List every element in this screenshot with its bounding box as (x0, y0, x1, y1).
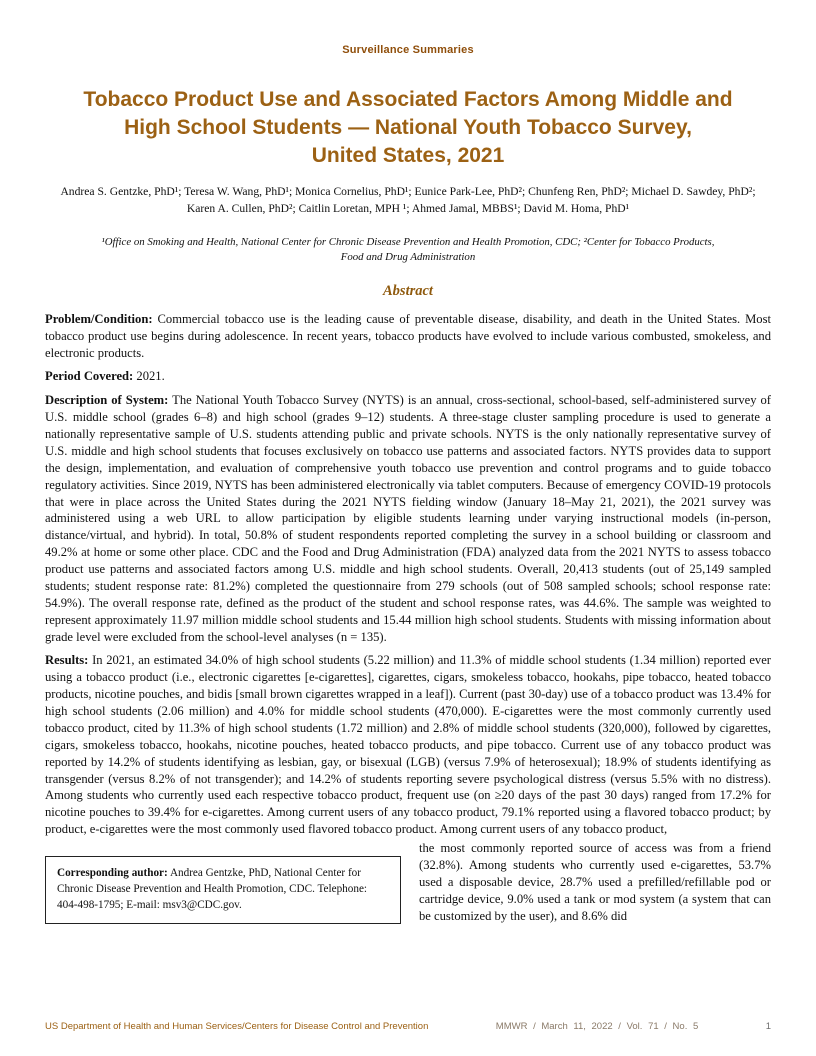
authors-line-2: Karen A. Cullen, PhD²; Caitlin Loretan, MPH ¹; Ahmed Jamal, MBBS¹; David M. Homa, PhD¹ (186, 202, 630, 216)
corresponding-author-label: Corresponding author: (57, 867, 168, 880)
paragraph-label-problem-condition: Problem/Condition: (45, 311, 153, 326)
article-title-line-1: Tobacco Product Use and Associated Factors Among Middle and (83, 88, 733, 111)
paragraph-label-period-covered: Period Covered: (45, 369, 134, 384)
results-continuation-section (45, 840, 771, 928)
corresponding-author-box (45, 856, 401, 924)
paragraph-description-of-system (45, 392, 771, 645)
paragraph-results (45, 652, 771, 838)
corresponding-author-text: Andrea Gentzke, PhD, National Center for Chronic Disease Prevention and Health Promotion, CDC. Telephone: 404-498-1795; E-mail: msv3@CDC.gov. (57, 867, 368, 911)
article-title-line-3: United States, 2021 (311, 143, 505, 167)
footer-publisher: US Department of Health and Human Services/Centers for Disease Control and Prevention (45, 1021, 429, 1032)
paragraph-period-covered (45, 368, 771, 385)
paragraph-problem-condition (45, 311, 771, 362)
paragraph-text-results: In 2021, an estimated 34.0% of high school students (5.22 million) and 11.3% of middle school students (1.34 million) reported ever using a tobacco product (i.e., electronic cigarettes [e-cigarettes], cigarettes, cigars, smokeless tobacco, hookahs, pipe tobacco, heated tobacco products, nicotine pouches, and bidis [small brown cigarettes wrapped in a leaf]). Current (past 30-day) use of a tobacco product was 13.4% for high school students (2.06 million) and 4.0% for middle school students (470,000). E-cigarettes were the most commonly currently used tobacco product, cited by 11.3% of high school students (1.72 million) and 2.8% of middle school students (320,000), followed by cigarettes, cigars, smokeless tobacco, hookahs, nicotine pouches, heated tobacco products, and pipe tobacco. Current use of any tobacco product was reported by 14.2% of students identifying as lesbian, gay, or bisexual (LGB) (versus 7.9% of heterosexual); 18.9% of students identifying as transgender (versus 8.2% of not transgender); and 14.2% of students reporting severe psychological distress (versus 5.5% with no distress). Among students who currently used each respective tobacco product, frequent use (on ≥20 days of the past 30 days) ranged from 17.2% for nicotine pouches to 39.4% for e-cigarettes. Among current users of any tobacco product, 79.1% reported using a flavored tobacco product; by product, e-cigarettes were the most commonly used flavored tobacco product. Among current users of any tobacco product, (45, 653, 771, 837)
authors-line-1: Andrea S. Gentzke, PhD¹; Teresa W. Wang, PhD¹; Monica Cornelius, PhD¹; Eunice Park-Lee, PhD²; Chunfeng Ren, PhD²; Michael D. Sawdey, PhD²; (60, 184, 756, 198)
paragraph-text-description-of-system: The National Youth Tobacco Survey (NYTS) is an annual, cross-sectional, school-based, self-administered survey of U.S. middle school (grades 6–8) and high school (grades 9–12) students. A three-stage cluster sampling procedure is used to generate a nationally representative sample of U.S. students attending public and private schools. NYTS is the only nationally representative survey of U.S. middle and high school students that focuses exclusively on tobacco use patterns and associated factors. NYTS provides data to support the design, implementation, and evaluation of comprehensive youth tobacco use prevention and control programs and to guide tobacco regulatory activities. Since 2019, NYTS has been administered electronically via tablet computers. Because of emergency COVID-19 protocols that were in place across the United States during the 2021 NYTS fielding window (January 18–May 21, 2021), the 2021 survey was administered using a web URL to allow participation by eligible students learning under varying instructional models (in-person, distance/virtual, and hybrid). In total, 50.8% of student respondents reported completing the survey in a school building or classroom and 49.2% at home or some other place. CDC and the Food and Drug Administration (FDA) analyzed data from the 2021 NYTS to assess tobacco product use patterns and associated factors among U.S. middle and high school students. Overall, 20,413 students (out of 25,149 sampled students; student response rate: 81.2%) completed the questionnaire from 279 schools (out of 508 sampled schools; school response rate: 54.9%). The overall response rate, defined as the product of the student and school response rates, was 44.6%. The sample was weighted to represent approximately 11.97 million middle school students and 15.44 million high school students. Students with missing information about grade level were excluded from the school-level analyses (n = 135). (45, 393, 772, 644)
article-title-line-2: High School Students — National Youth Tobacco Survey, (124, 115, 692, 139)
article-title (45, 86, 771, 170)
paragraph-label-description-of-system: Description of System: (45, 393, 169, 408)
paragraph-label-results: Results: (45, 653, 89, 668)
affiliations-line-2: Food and Drug Administration (340, 251, 476, 264)
authors-byline (45, 183, 771, 218)
journal-section-kicker: Surveillance Summaries (342, 44, 474, 56)
page-footer (45, 1021, 771, 1032)
author-affiliations (45, 235, 771, 266)
paragraph-text-problem-condition: Commercial tobacco use is the leading cause of preventable disease, disability, and death in the United States. Most tobacco product use begins during adolescence. In recent years, tobacco products have evolved to include various combusted, smokeless, and electronic products. (45, 311, 772, 360)
paragraph-text-period-covered: 2021. (136, 369, 165, 384)
paragraph-results-continued: the most commonly reported source of access was from a friend (32.8%). Among students who currently used e-cigarettes, 53.7% used a disposable device, 28.7% used a prefilled/refillable pod or cartridge device, 9.0% used a tank or mod system (a system that can be customized by the user), and 8.6% did (419, 841, 771, 923)
affiliations-line-1: ¹Office on Smoking and Health, National Center for Chronic Disease Prevention and Health Promotion, CDC; ²Center for Tobacco Products, (101, 235, 715, 248)
abstract-heading: Abstract (383, 282, 433, 299)
footer-journal-citation: MMWR / March 11, 2022 / Vol. 71 / No. 5 (495, 1021, 699, 1032)
page-number: 1 (765, 1021, 771, 1032)
